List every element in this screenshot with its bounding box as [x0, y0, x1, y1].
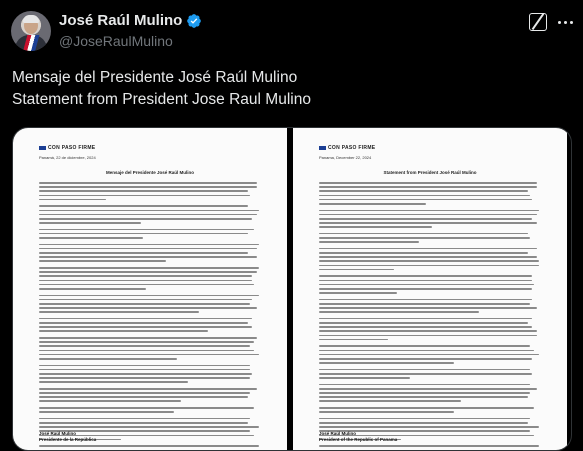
document-text-line: [319, 252, 528, 254]
document-text-line: [319, 418, 530, 420]
document-text-line: [319, 214, 537, 216]
document-text-line: [39, 288, 146, 290]
tweet-header: [0, 0, 583, 62]
document-text-line: [319, 307, 537, 309]
document-paragraph: [319, 299, 541, 313]
grok-icon[interactable]: [529, 13, 547, 31]
document-text-line: [39, 222, 141, 224]
document-text-line: [319, 407, 534, 409]
document-text-line: [39, 182, 257, 184]
document-text-line: [319, 396, 528, 398]
document-text-line: [319, 311, 479, 313]
document-text-line: [319, 388, 537, 390]
document-text-line: [39, 426, 259, 428]
document-text-line: [39, 330, 208, 332]
document-text-line: [319, 384, 530, 386]
document-text-line: [39, 311, 199, 313]
document-paragraph: [39, 365, 261, 383]
signature-name: José Raúl Mulino: [39, 431, 77, 436]
document-paragraph: [39, 318, 261, 332]
document-text-line: [319, 392, 530, 394]
signature-role: President of the Republic of Panama: [319, 437, 398, 442]
document-paragraph: [39, 445, 261, 451]
document-text-line: [319, 288, 532, 290]
document-text-line: [319, 445, 539, 447]
document-text-line: [319, 362, 454, 364]
document-text-line: [319, 218, 532, 220]
document-date: Panama, December 22, 2024: [319, 155, 372, 160]
document-text-line: [39, 445, 259, 447]
document-text-line: [319, 275, 532, 277]
document-text-line: [319, 354, 539, 356]
document-text-line: [319, 318, 532, 320]
document-text-line: [319, 195, 530, 197]
document-text-line: [319, 233, 528, 235]
document-text-line: [319, 411, 454, 413]
document-text-line: [39, 186, 257, 188]
document-paragraph: [319, 210, 541, 228]
document-text-line: [39, 248, 257, 250]
document-text-line: [319, 373, 532, 375]
document-text-line: [39, 373, 252, 375]
document-text-line: [39, 267, 259, 269]
document-text-line: [319, 269, 394, 271]
document-text-line: [39, 411, 174, 413]
document-text-line: [319, 426, 539, 428]
document-text-line: [319, 256, 537, 258]
tweet-text: [12, 67, 572, 111]
document-text-line: [39, 252, 248, 254]
document-title: Mensaje del Presidente José Raúl Mulino: [105, 170, 195, 175]
document-text-line: [319, 339, 388, 341]
document-text-line: [39, 358, 177, 360]
document-text-line: [39, 396, 248, 398]
document-image-spanish[interactable]: [13, 128, 287, 451]
document-text-line: [39, 275, 252, 277]
document-text-line: [319, 226, 432, 228]
document-text-line: [39, 229, 254, 231]
document-text-line: [39, 256, 257, 258]
document-text-line: [319, 203, 426, 205]
document-text-line: [319, 222, 537, 224]
document-paragraph: [319, 407, 541, 413]
document-text-line: [39, 326, 252, 328]
document-text-line: [39, 369, 250, 371]
document-paragraph: [39, 229, 261, 239]
document-paragraph: [39, 295, 261, 313]
document-text-line: [39, 381, 188, 383]
document-text-line: [39, 299, 252, 301]
document-text-line: [319, 186, 537, 188]
document-text-line: [39, 365, 250, 367]
document-text-line: [39, 210, 259, 212]
signature-role: Presidente de la República: [39, 437, 97, 442]
author-name-row[interactable]: [59, 12, 202, 29]
document-text-line: [39, 337, 257, 339]
author-handle[interactable]: @JoseRaulMulino: [59, 33, 173, 49]
document-text-line: [39, 244, 259, 246]
document-text-line: [319, 182, 537, 184]
document-text-line: [319, 299, 532, 301]
document-paragraph: [39, 244, 261, 262]
document-text-line: [319, 330, 537, 332]
document-body: [319, 182, 541, 451]
document-paragraph: [319, 248, 541, 271]
document-paragraph: [319, 318, 541, 341]
document-text-line: [319, 280, 532, 282]
document-text-line: [319, 422, 528, 424]
document-text-line: [319, 190, 528, 192]
document-text-line: [39, 418, 250, 420]
document-text-line: [39, 214, 257, 216]
document-text-line: [319, 358, 532, 360]
document-text-line: [319, 322, 528, 324]
document-text-line: [319, 377, 410, 379]
document-paragraph: [39, 407, 261, 413]
document-text-line: [39, 284, 254, 286]
document-text-line: [39, 350, 254, 352]
document-text-line: [319, 237, 530, 239]
document-title: Statement from President José Raúl Mulino: [383, 170, 477, 175]
document-text-line: [39, 260, 166, 262]
document-text-line: [39, 388, 257, 390]
document-text-line: [319, 350, 534, 352]
document-text-line: [39, 303, 250, 305]
document-image-english[interactable]: [293, 128, 567, 451]
verified-badge-icon: [186, 13, 202, 29]
document-text-line: [319, 335, 537, 337]
document-signature: [319, 431, 397, 443]
document-text-line: [319, 260, 539, 262]
document-text-line: [39, 407, 254, 409]
document-text-line: [39, 295, 259, 297]
document-logo: CON PASO FIRME: [39, 145, 95, 151]
document-paragraph: [319, 233, 541, 243]
tweet-text-line-spanish: Mensaje del Presidente José Raúl Mulino: [12, 69, 298, 86]
document-text-line: [319, 241, 419, 243]
document-text-line: [39, 280, 252, 282]
document-text-line: [39, 199, 106, 201]
document-paragraph: [39, 205, 261, 223]
document-logo: CON PASO FIRME: [319, 145, 375, 151]
document-text-line: [319, 326, 532, 328]
document-text-line: [319, 369, 530, 371]
signature-name: José Raúl Mulino: [319, 431, 357, 436]
document-text-line: [319, 210, 539, 212]
document-text-line: [319, 345, 530, 347]
document-text-line: [319, 292, 397, 294]
document-text-line: [39, 205, 248, 207]
document-text-line: [39, 354, 259, 356]
document-text-line: [319, 400, 461, 402]
document-paragraph: [39, 182, 261, 200]
document-paragraph: [319, 445, 541, 451]
document-paragraph: [39, 337, 261, 360]
document-text-line: [319, 303, 530, 305]
tweet-text-line-english: Statement from President Jose Raul Mulino: [12, 91, 311, 108]
document-text-line: [39, 190, 248, 192]
document-text-line: [39, 322, 248, 324]
document-text-line: [39, 400, 181, 402]
document-body: [39, 182, 261, 451]
document-text-line: [319, 199, 532, 201]
document-text-line: [39, 218, 252, 220]
document-text-line: [39, 422, 248, 424]
document-paragraph: [39, 388, 261, 402]
document-paragraph: [319, 369, 541, 379]
more-options-icon[interactable]: [556, 14, 574, 30]
document-text-line: [319, 248, 537, 250]
document-text-line: [39, 377, 250, 379]
document-text-line: [39, 341, 254, 343]
document-paragraph: [319, 384, 541, 402]
author-display-name[interactable]: José Raúl Mulino: [59, 12, 183, 29]
document-text-line: [39, 233, 248, 235]
document-text-line: [39, 345, 250, 347]
document-text-line: [39, 318, 252, 320]
tweet-media[interactable]: [12, 127, 572, 451]
document-signature: [39, 431, 96, 443]
document-date: Panamá, 22 de diciembre, 2024: [39, 155, 96, 160]
document-text-line: [319, 284, 534, 286]
document-text-line: [39, 237, 143, 239]
document-paragraph: [39, 267, 261, 290]
document-text-line: [39, 392, 250, 394]
document-text-line: [39, 195, 250, 197]
document-paragraph: [319, 345, 541, 363]
document-paragraph: [319, 182, 541, 205]
document-text-line: [39, 271, 257, 273]
document-text-line: [39, 307, 257, 309]
document-paragraph: [319, 275, 541, 293]
author-avatar[interactable]: [11, 11, 51, 51]
document-text-line: [319, 265, 539, 267]
